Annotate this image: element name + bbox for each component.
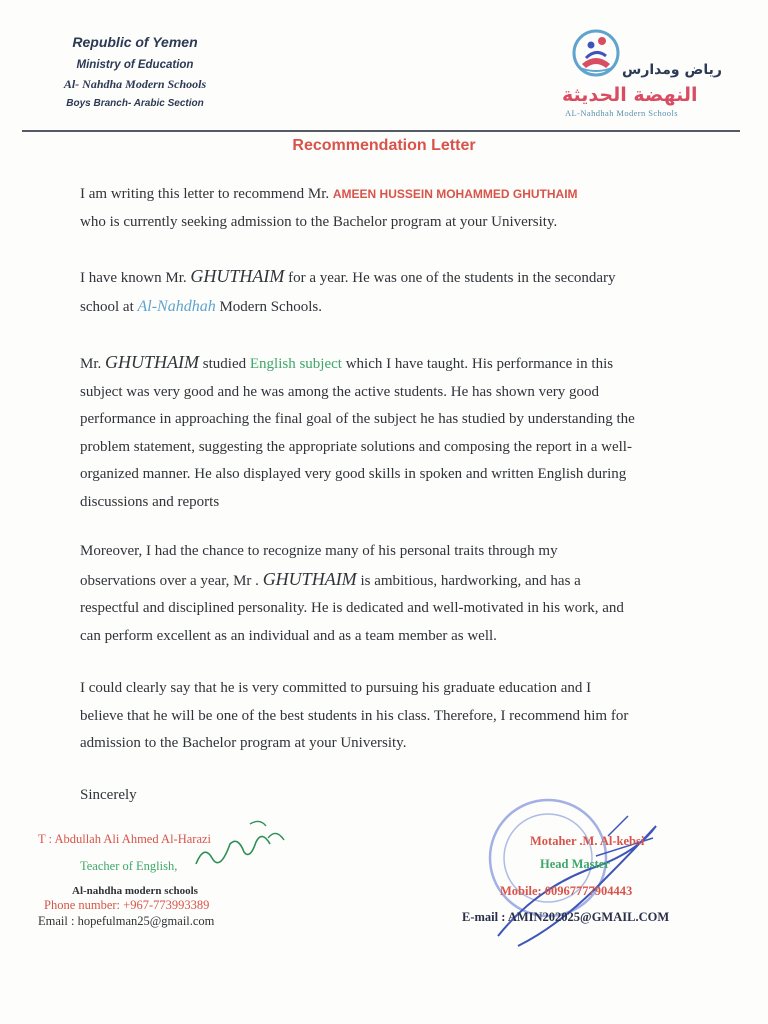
phone-label: Phone number: xyxy=(44,898,121,912)
email-address: AMIN202025@GMAIL.COM xyxy=(507,910,670,924)
header-divider xyxy=(22,130,740,132)
p4-text-e: can perform excellent as an individual and as a team member as well. xyxy=(80,627,497,644)
logo-arabic-line1: رياض ومدارس xyxy=(622,62,722,78)
p3-text-h: discussions and reports xyxy=(80,493,220,510)
teacher-signature xyxy=(190,814,290,879)
teacher-role: Teacher of English, xyxy=(80,859,178,873)
subject-name: English subject xyxy=(249,356,342,372)
email-label: E-mail : xyxy=(462,910,506,924)
logo-arabic-line2: النهضة الحديثة xyxy=(562,84,698,106)
mobile-label: Mobile: xyxy=(500,884,542,898)
country-name: Republic of Yemen xyxy=(72,34,198,50)
p3-text-d: subject was very good and he was among the active students. He has shown very good xyxy=(80,383,600,400)
student-full-name: AMEEN HUSSEIN MOHAMMED GHUTHAIM xyxy=(332,187,578,201)
p1-text-a: I am writing this letter to recommend Mr. xyxy=(80,186,330,202)
paragraph-1 xyxy=(80,181,720,236)
p2-text-c: school at xyxy=(80,298,134,315)
school-name: Al- Nahdha Modern Schools xyxy=(63,77,207,91)
branch-name: Boys Branch- Arabic Section xyxy=(66,98,204,109)
p2-text-a: I have known Mr. xyxy=(80,270,187,286)
p1-text-b: who is currently seeking admission to the Bachelor program at your University. xyxy=(80,213,558,230)
paragraph-5 xyxy=(80,675,720,758)
email-address: hopefulman25@gmail.com xyxy=(77,914,215,928)
p4-text-a: Moreover, I had the chance to recognize many of his personal traits through my xyxy=(80,543,558,559)
student-surname: GHUTHAIM xyxy=(190,266,285,286)
letterhead-left xyxy=(20,34,250,109)
teacher-school: Al-nahdha modern schools xyxy=(72,885,198,897)
school-logo xyxy=(572,28,620,80)
p3-text-a: Mr. xyxy=(80,356,102,372)
email-label: Email : xyxy=(38,914,75,928)
phone-number: +967-773993389 xyxy=(123,898,210,912)
student-surname: GHUTHAIM xyxy=(262,568,357,589)
p4-text-c: is ambitious, hardworking, and has a xyxy=(360,572,581,589)
p5-text-b: believe that he will be one of the best students in his class. Therefore, I recommend him for xyxy=(80,707,629,724)
teacher-phone xyxy=(44,898,209,913)
mobile-number: 00967777904443 xyxy=(544,884,633,898)
p5-text-a: I could clearly say that he is very committed to pursuing his graduate education and I xyxy=(80,680,592,696)
logo-english-name: AL-Nahdhah Modern Schools xyxy=(565,108,678,118)
p3-text-c: which I have taught. His performance in this xyxy=(345,356,614,372)
paragraph-4 xyxy=(80,538,720,650)
headmaster-role: Head Master xyxy=(540,857,610,871)
stamp-seal-icon xyxy=(478,796,678,966)
letter-title: Recommendation Letter xyxy=(292,137,476,154)
ministry-name: Ministry of Education xyxy=(76,59,194,71)
p2-text-d: Modern Schools. xyxy=(219,298,322,315)
teacher-name: T : Abdullah Ali Ahmed Al-Harazi xyxy=(38,832,212,846)
p4-text-d: respectful and disciplined personality. He is dedicated and well-motivated in his work, and xyxy=(80,600,624,617)
paragraph-3 xyxy=(80,349,720,517)
p4-text-b: observations over a year, Mr . xyxy=(80,572,259,589)
headmaster-name: Motaher .M. Al-kebsi xyxy=(530,834,645,848)
school-reference: Al-Nahdhah xyxy=(137,297,216,315)
closing: Sincerely xyxy=(80,787,137,803)
headmaster-mobile xyxy=(500,884,632,899)
headmaster-email xyxy=(462,910,669,925)
student-surname: GHUTHAIM xyxy=(105,352,200,372)
handwritten-signature-icon xyxy=(190,814,290,874)
paragraph-2 xyxy=(80,263,720,321)
p2-text-b: for a year. He was one of the students in the secondary xyxy=(288,270,616,286)
p3-text-f: problem statement, suggesting the appropriate solutions and composing the report in a well- xyxy=(80,438,632,455)
p3-text-b: studied xyxy=(202,356,247,372)
p3-text-e: performance in approaching the final goal of the subject he has studied by understanding the xyxy=(80,411,635,428)
p3-text-g: organized manner. He also displayed very good skills in spoken and written English during xyxy=(80,466,627,483)
p5-text-c: admission to the Bachelor program at your University. xyxy=(80,735,407,752)
teacher-email xyxy=(38,914,214,929)
school-emblem-icon xyxy=(572,28,620,80)
